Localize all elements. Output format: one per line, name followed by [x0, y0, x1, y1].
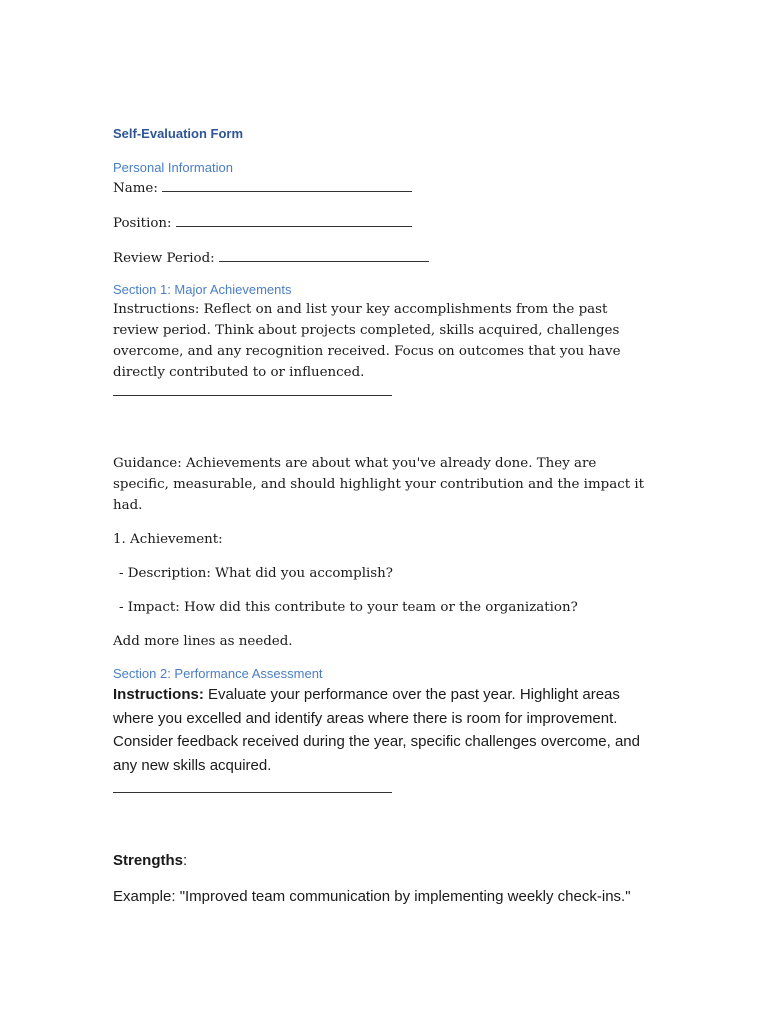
- position-field[interactable]: [113, 212, 653, 234]
- personal-info-heading: Personal Information: [113, 160, 233, 175]
- strengths-example: Example: "Improved team communication by implementing weekly check-ins.": [113, 887, 631, 905]
- document-page: [113, 124, 653, 908]
- description-item: - Description: What did you accomplish?: [119, 566, 393, 581]
- add-more-note: Add more lines as needed.: [113, 634, 293, 649]
- section1-guidance: Guidance: Achievements are about what you've already done. They are specific, measurable, and should highlight your contribution and the impact it had.: [113, 456, 645, 513]
- strengths-heading: [113, 849, 653, 873]
- section1-heading: Section 1: Major Achievements: [113, 282, 292, 297]
- section2-instructions: [113, 683, 653, 777]
- position-blank-line[interactable]: [176, 212, 412, 227]
- name-blank-line[interactable]: [162, 177, 412, 192]
- document-title: Self-Evaluation Form: [113, 126, 244, 141]
- strengths-colon: :: [183, 852, 188, 869]
- section1-instructions: Instructions: Reflect on and list your key accomplishments from the past review period. Think about projects completed, skills acquired, challenges overcome, and any recognition received. Focus on outcomes that you have directly contributed to or influenced.: [113, 302, 621, 380]
- section2-heading: Section 2: Performance Assessment: [113, 666, 323, 681]
- review-period-field[interactable]: [113, 247, 653, 269]
- position-label: Position:: [113, 216, 172, 231]
- review-period-blank-line[interactable]: [219, 247, 429, 262]
- section2-instructions-text: Evaluate your performance over the past year. Highlight areas where you excelled and identify areas where there is room for improvement. Consider feedback received during the year, specific challenges overcome, and any new skills acquired.: [113, 686, 640, 774]
- review-period-label: Review Period:: [113, 251, 215, 266]
- impact-item: - Impact: How did this contribute to your team or the organization?: [119, 600, 578, 615]
- section2-instructions-label: Instructions:: [113, 686, 204, 703]
- strengths-label: Strengths: [113, 852, 184, 869]
- name-field[interactable]: [113, 177, 653, 199]
- name-label: Name:: [113, 181, 158, 196]
- achievement-label: 1. Achievement:: [113, 532, 223, 547]
